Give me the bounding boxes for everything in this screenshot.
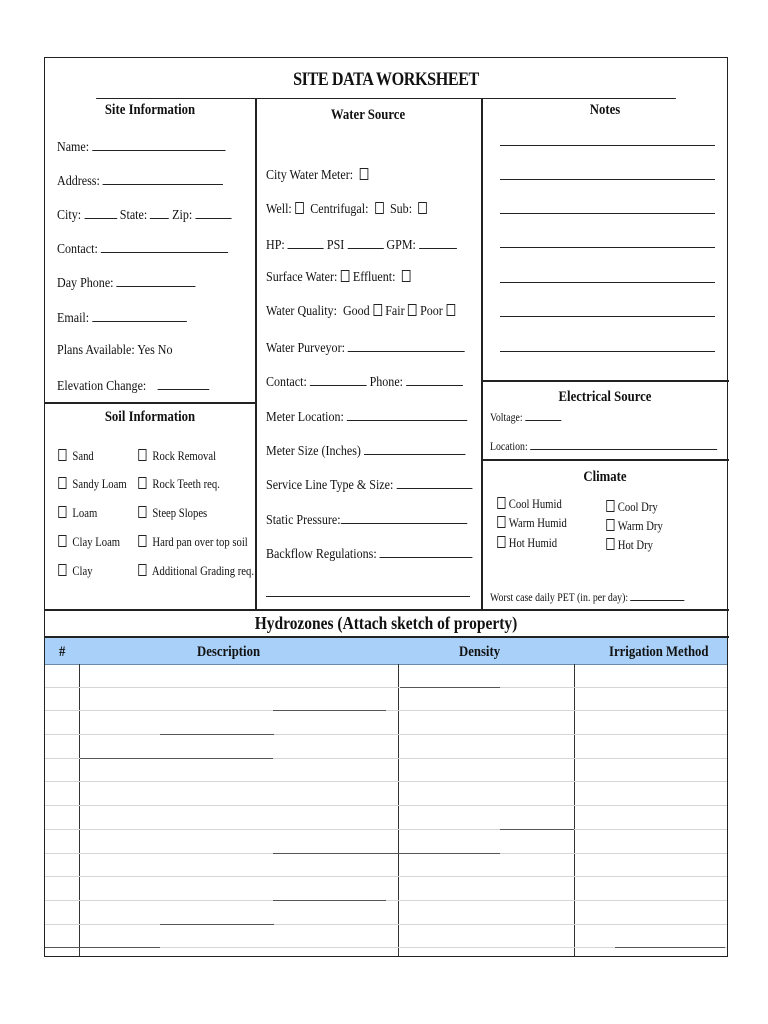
hot-dry-label: Hot Dry: [617, 537, 653, 552]
plans-available[interactable]: [57, 343, 173, 359]
divider: [481, 380, 729, 382]
checkbox[interactable]: [497, 497, 505, 509]
soil-rock-removal[interactable]: [135, 448, 216, 464]
climate-cool-dry[interactable]: [603, 499, 658, 515]
checkbox[interactable]: [402, 270, 411, 282]
fair-label: Fair: [385, 304, 405, 319]
city-water-meter-label: City Water Meter:: [266, 168, 354, 183]
city-label: City:: [57, 208, 82, 223]
checkbox[interactable]: [138, 535, 146, 547]
name-label: Name:: [57, 140, 90, 155]
checkbox[interactable]: [373, 304, 382, 316]
checkbox[interactable]: [606, 500, 614, 512]
checkbox[interactable]: [58, 564, 66, 576]
col-description: Description: [197, 644, 261, 660]
table-row[interactable]: [45, 734, 727, 735]
soil-steep-slopes[interactable]: [135, 505, 207, 521]
service-line-label: Service Line Type & Size:: [266, 478, 394, 493]
notes-line[interactable]: [500, 247, 715, 248]
centrifugal-label: Centrifugal:: [310, 202, 369, 217]
divider: [481, 98, 483, 610]
climate-hot-dry[interactable]: [603, 537, 653, 553]
table-row[interactable]: [45, 829, 727, 830]
checkbox[interactable]: [497, 516, 505, 528]
notes-line[interactable]: [500, 316, 715, 317]
voltage-field[interactable]: [490, 410, 561, 425]
electrical-heading: Electrical Source: [558, 389, 652, 405]
soil-info-heading: Soil Information: [104, 409, 196, 425]
elevation-label: Elevation Change:: [57, 379, 147, 394]
table-row[interactable]: [45, 687, 727, 688]
soil-sand-label: Sand: [72, 448, 94, 463]
soil-loam[interactable]: [55, 505, 97, 521]
city-water-meter-field[interactable]: [266, 168, 372, 184]
table-col-divider: [574, 664, 575, 956]
table-row[interactable]: [45, 900, 727, 901]
psi-label: PSI: [326, 238, 345, 253]
effluent-label: Effluent:: [352, 270, 396, 285]
col-density: Density: [459, 644, 501, 660]
soil-loam-label: Loam: [72, 505, 98, 520]
checkbox[interactable]: [341, 270, 350, 282]
checkbox[interactable]: [138, 506, 146, 518]
ws-contact-phone-field[interactable]: [266, 373, 463, 391]
hp-label: HP:: [266, 238, 285, 253]
electrical-location-label: Location:: [490, 439, 528, 453]
address-label: Address:: [57, 174, 100, 189]
table-col-divider: [79, 664, 80, 956]
soil-sandy-loam[interactable]: [55, 476, 127, 492]
water-quality-label: Water Quality:: [266, 304, 337, 319]
table-row[interactable]: [45, 781, 727, 782]
checkbox[interactable]: [58, 477, 66, 489]
backflow-field[interactable]: [266, 545, 473, 563]
pet-label: Worst case daily PET (in. per day):: [490, 590, 629, 604]
page-title: SITE DATA WORKSHEET: [96, 58, 676, 99]
backflow-extra-line[interactable]: [266, 596, 470, 597]
good-label: Good: [342, 304, 370, 319]
soil-clay-label: Clay: [72, 563, 93, 578]
water-purveyor-label: Water Purveyor:: [266, 341, 345, 356]
soil-rock-removal-label: Rock Removal: [152, 448, 217, 463]
meter-size-field[interactable]: [266, 442, 465, 460]
email-field[interactable]: [57, 309, 187, 327]
site-info-heading: Site Information: [104, 102, 196, 118]
rule-segment: [45, 947, 160, 948]
climate-cool-humid[interactable]: [494, 496, 562, 512]
soil-steep-slopes-label: Steep Slopes: [152, 505, 208, 520]
climate-heading: Climate: [583, 469, 627, 485]
checkbox[interactable]: [58, 506, 66, 518]
water-quality-field[interactable]: [266, 304, 458, 320]
hot-humid-label: Hot Humid: [508, 535, 558, 550]
rule-segment: [273, 853, 500, 854]
rule-segment: [160, 924, 274, 925]
well-field[interactable]: [266, 202, 431, 218]
city-state-zip-field[interactable]: [57, 206, 231, 224]
table-row[interactable]: [45, 924, 727, 925]
meter-size-label: Meter Size (Inches): [266, 444, 361, 459]
zip-label: Zip:: [172, 208, 193, 223]
table-col-divider: [398, 664, 399, 956]
worksheet-frame: [44, 57, 728, 957]
checkbox[interactable]: [360, 168, 369, 180]
cool-humid-label: Cool Humid: [508, 496, 562, 511]
table-row[interactable]: [45, 710, 727, 711]
checkbox[interactable]: [138, 564, 146, 576]
notes-line[interactable]: [500, 145, 715, 146]
rule-segment: [160, 734, 274, 735]
electrical-location-field[interactable]: [490, 439, 717, 454]
contact-field[interactable]: [57, 240, 228, 258]
checkbox[interactable]: [446, 304, 455, 316]
soil-additional-grading-label: Additional Grading req.: [151, 563, 254, 578]
elevation-field[interactable]: [57, 377, 209, 395]
checkbox[interactable]: [58, 535, 66, 547]
soil-rock-teeth-label: Rock Teeth req.: [152, 476, 220, 491]
soil-additional-grading[interactable]: [135, 563, 254, 579]
day-phone-label: Day Phone:: [57, 276, 114, 291]
meter-location-field[interactable]: [266, 408, 467, 426]
checkbox[interactable]: [408, 304, 417, 316]
rule-segment: [500, 829, 574, 830]
state-label: State:: [119, 208, 148, 223]
climate-hot-humid[interactable]: [494, 535, 557, 551]
soil-sandy-loam-label: Sandy Loam: [72, 476, 127, 491]
soil-sand[interactable]: [55, 448, 94, 464]
surface-water-field[interactable]: [266, 270, 414, 286]
soil-clay[interactable]: [55, 563, 93, 579]
address-field[interactable]: [57, 172, 223, 190]
meter-location-label: Meter Location:: [266, 410, 344, 425]
gpm-label: GPM:: [386, 238, 416, 253]
divider: [255, 98, 257, 610]
col-irrigation-method: Irrigation Method: [609, 644, 709, 660]
notes-heading: Notes: [589, 102, 621, 118]
backflow-label: Backflow Regulations:: [266, 547, 377, 562]
plans-label: Plans Available: Yes No: [57, 343, 173, 358]
climate-warm-humid[interactable]: [494, 515, 567, 531]
notes-line[interactable]: [500, 282, 715, 283]
static-pressure-field[interactable]: [266, 511, 467, 529]
voltage-label: Voltage:: [490, 410, 523, 424]
warm-dry-label: Warm Dry: [617, 518, 663, 533]
rule-segment: [400, 687, 500, 688]
table-row[interactable]: [45, 876, 727, 877]
name-field[interactable]: [57, 138, 225, 156]
soil-hard-pan[interactable]: [135, 534, 248, 550]
soil-hard-pan-label: Hard pan over top soil: [152, 534, 248, 549]
water-purveyor-field[interactable]: [266, 339, 465, 357]
rule-segment: [273, 900, 386, 901]
notes-line[interactable]: [500, 179, 715, 180]
soil-rock-teeth[interactable]: [135, 476, 220, 492]
email-label: Email:: [57, 311, 90, 326]
table-row[interactable]: [45, 805, 727, 806]
pet-field[interactable]: [490, 590, 685, 605]
checkbox[interactable]: [138, 477, 146, 489]
hp-psi-gpm-field[interactable]: [266, 236, 457, 254]
soil-clay-loam[interactable]: [55, 534, 120, 550]
water-source-heading: Water Source: [330, 107, 406, 123]
service-line-field[interactable]: [266, 476, 472, 494]
well-label: Well:: [266, 202, 292, 217]
checkbox[interactable]: [58, 449, 66, 461]
cool-dry-label: Cool Dry: [617, 499, 658, 514]
climate-warm-dry[interactable]: [603, 518, 663, 534]
static-pressure-label: Static Pressure:: [266, 513, 341, 528]
hydrozones-title: Hydrozones (Attach sketch of property): [254, 613, 518, 633]
ws-phone-label: Phone:: [369, 375, 404, 390]
divider: [45, 402, 255, 404]
divider: [481, 459, 729, 461]
surface-water-label: Surface Water:: [266, 270, 338, 285]
checkbox[interactable]: [138, 449, 146, 461]
day-phone-field[interactable]: [57, 274, 196, 292]
contact-label: Contact:: [57, 242, 98, 257]
checkbox[interactable]: [606, 538, 614, 550]
notes-line[interactable]: [500, 213, 715, 214]
checkbox[interactable]: [295, 202, 304, 214]
rule-segment: [615, 947, 725, 948]
soil-clay-loam-label: Clay Loam: [72, 534, 121, 549]
ws-contact-label: Contact:: [266, 375, 307, 390]
checkbox[interactable]: [606, 519, 614, 531]
hydrozones-header: [45, 638, 727, 665]
rule-segment: [273, 710, 386, 711]
poor-label: Poor: [420, 304, 443, 319]
rule-segment: [80, 758, 273, 759]
checkbox[interactable]: [419, 202, 428, 214]
checkbox[interactable]: [497, 536, 505, 548]
col-number: #: [59, 644, 66, 660]
warm-humid-label: Warm Humid: [508, 515, 567, 530]
sub-label: Sub:: [389, 202, 413, 217]
notes-line[interactable]: [500, 351, 715, 352]
checkbox[interactable]: [375, 202, 384, 214]
